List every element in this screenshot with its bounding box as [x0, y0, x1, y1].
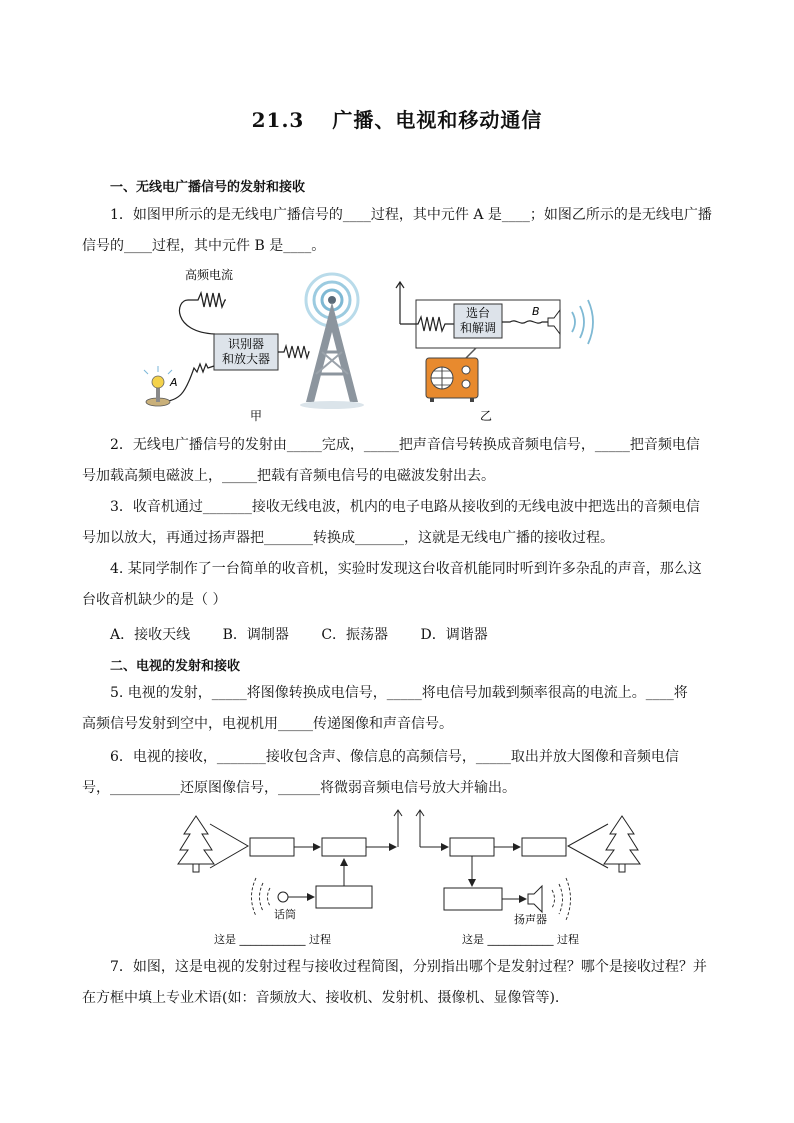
- rx-box-3: [444, 888, 502, 910]
- question-1: [82, 200, 712, 262]
- speaker-sound-waves-icon: [552, 878, 571, 920]
- question-2: [82, 430, 712, 492]
- label-high-freq: 高频电流: [185, 268, 234, 282]
- title-number: 21.3: [251, 108, 305, 132]
- lens-right: [568, 824, 608, 868]
- speaker-icon: [528, 886, 542, 912]
- option-c: C．振荡器: [321, 627, 389, 643]
- coil-high-freq: [188, 293, 226, 307]
- coil-output: [278, 346, 309, 358]
- tree-left-icon: [178, 816, 214, 872]
- question-4-options: [110, 624, 516, 644]
- question-6-line1: 6．电视的接收，_______接收包含声、像信息的高频信号，_____取出并放大图像和音频电信: [110, 749, 679, 765]
- caption-jia: 甲: [250, 409, 263, 423]
- question-6: [82, 742, 712, 804]
- question-4-line2: 台收音机缺少的是（ ）: [82, 592, 227, 608]
- option-d: D．调谐器: [420, 627, 488, 643]
- question-5-line1: 5. 电视的发射，_____将图像转换成电信号，_____将电信号加载到频率很高的电流上。____将: [110, 685, 688, 701]
- question-4: [82, 554, 712, 616]
- question-2-line2: 号加载高频电磁波上，_____把载有音频电信号的电磁波发射出去。: [82, 468, 495, 484]
- lens-left: [210, 824, 248, 868]
- question-1-line2: 信号的____过程，其中元件 B 是____。: [82, 238, 326, 254]
- radio-icon: [426, 348, 478, 402]
- tx-box-2: [322, 838, 366, 856]
- figure-radio-broadcast: [130, 262, 610, 427]
- tx-box-1: [250, 838, 294, 856]
- label-a: A: [170, 376, 178, 389]
- microphone-a-icon: [144, 366, 172, 406]
- tuner-box-line1: 选台: [465, 306, 491, 320]
- caption-left: 这是 ____________ 过程: [214, 933, 331, 946]
- option-a: A．接收天线: [110, 627, 191, 643]
- tree-right-icon: [604, 816, 640, 872]
- speaker-b-icon: [548, 310, 560, 334]
- question-3: [82, 492, 712, 554]
- amp-box-line2: 和放大器: [221, 352, 271, 366]
- question-4-line1: 4. 某同学制作了一台简单的收音机，实验时发现这台收音机能同时听到许多杂乱的声音，那么这: [110, 561, 702, 577]
- question-6-line2: 号，__________还原图像信号，______将微弱音频电信号放大并输出。: [82, 780, 516, 796]
- sound-waves-icon: [572, 300, 593, 344]
- question-5-line2: 高频信号发射到空中，电视机用_____传递图像和声音信号。: [82, 716, 453, 732]
- microphone-icon: [278, 892, 288, 902]
- title-text: 广播、电视和移动通信: [332, 108, 543, 132]
- figure-tv-process: [170, 806, 650, 948]
- question-3-line1: 3．收音机通过_______接收无线电波，机内的电子电路从接收到的无线电波中把选出的音频电信: [110, 499, 700, 515]
- question-1-line1: 1．如图甲所示的是无线电广播信号的____过程，其中元件 A 是____；如图乙所示的是无线电广播: [110, 207, 712, 223]
- question-7: [82, 952, 712, 1014]
- receiver-wire-in: [400, 317, 454, 331]
- question-7-line2: 在方框中填上专业术语(如：音频放大、接收机、发射机、摄像机、显像管等).: [82, 990, 560, 1006]
- label-b: B: [532, 305, 540, 318]
- question-7-line1: 7．如图，这是电视的发射过程与接收过程简图，分别指出哪个是发射过程？哪个是接收过程？并: [110, 959, 707, 975]
- tuner-box-line2: 和解调: [459, 321, 497, 335]
- antenna-tower-icon: [300, 274, 364, 409]
- wire-top: [179, 300, 218, 344]
- section2-heading: 二、电视的发射和接收: [110, 659, 241, 674]
- question-5: [82, 678, 712, 740]
- page-title: [0, 104, 794, 133]
- rx-box-2: [522, 838, 566, 856]
- tx-box-3: [316, 886, 372, 908]
- receiver-wire-out: [502, 321, 548, 323]
- speaker-label: 扬声器: [514, 913, 547, 926]
- caption-right: 这是 ____________ 过程: [462, 933, 579, 946]
- question-2-line1: 2．无线电广播信号的发射由_____完成，_____把声音信号转换成音频电信号，_____把音频电信: [110, 437, 700, 453]
- option-b: B．调制器: [222, 627, 289, 643]
- question-3-line2: 号加以放大，再通过扬声器把_______转换成_______，这就是无线电广播的接收过程。: [82, 530, 614, 546]
- caption-yi: 乙: [480, 409, 493, 423]
- rx-box-1: [450, 838, 494, 856]
- mic-sound-waves-icon: [252, 878, 271, 916]
- mic-label: 话筒: [274, 908, 296, 921]
- amp-box-line1: 识别器: [227, 337, 265, 351]
- section1-heading: 一、无线电广播信号的发射和接收: [110, 180, 306, 195]
